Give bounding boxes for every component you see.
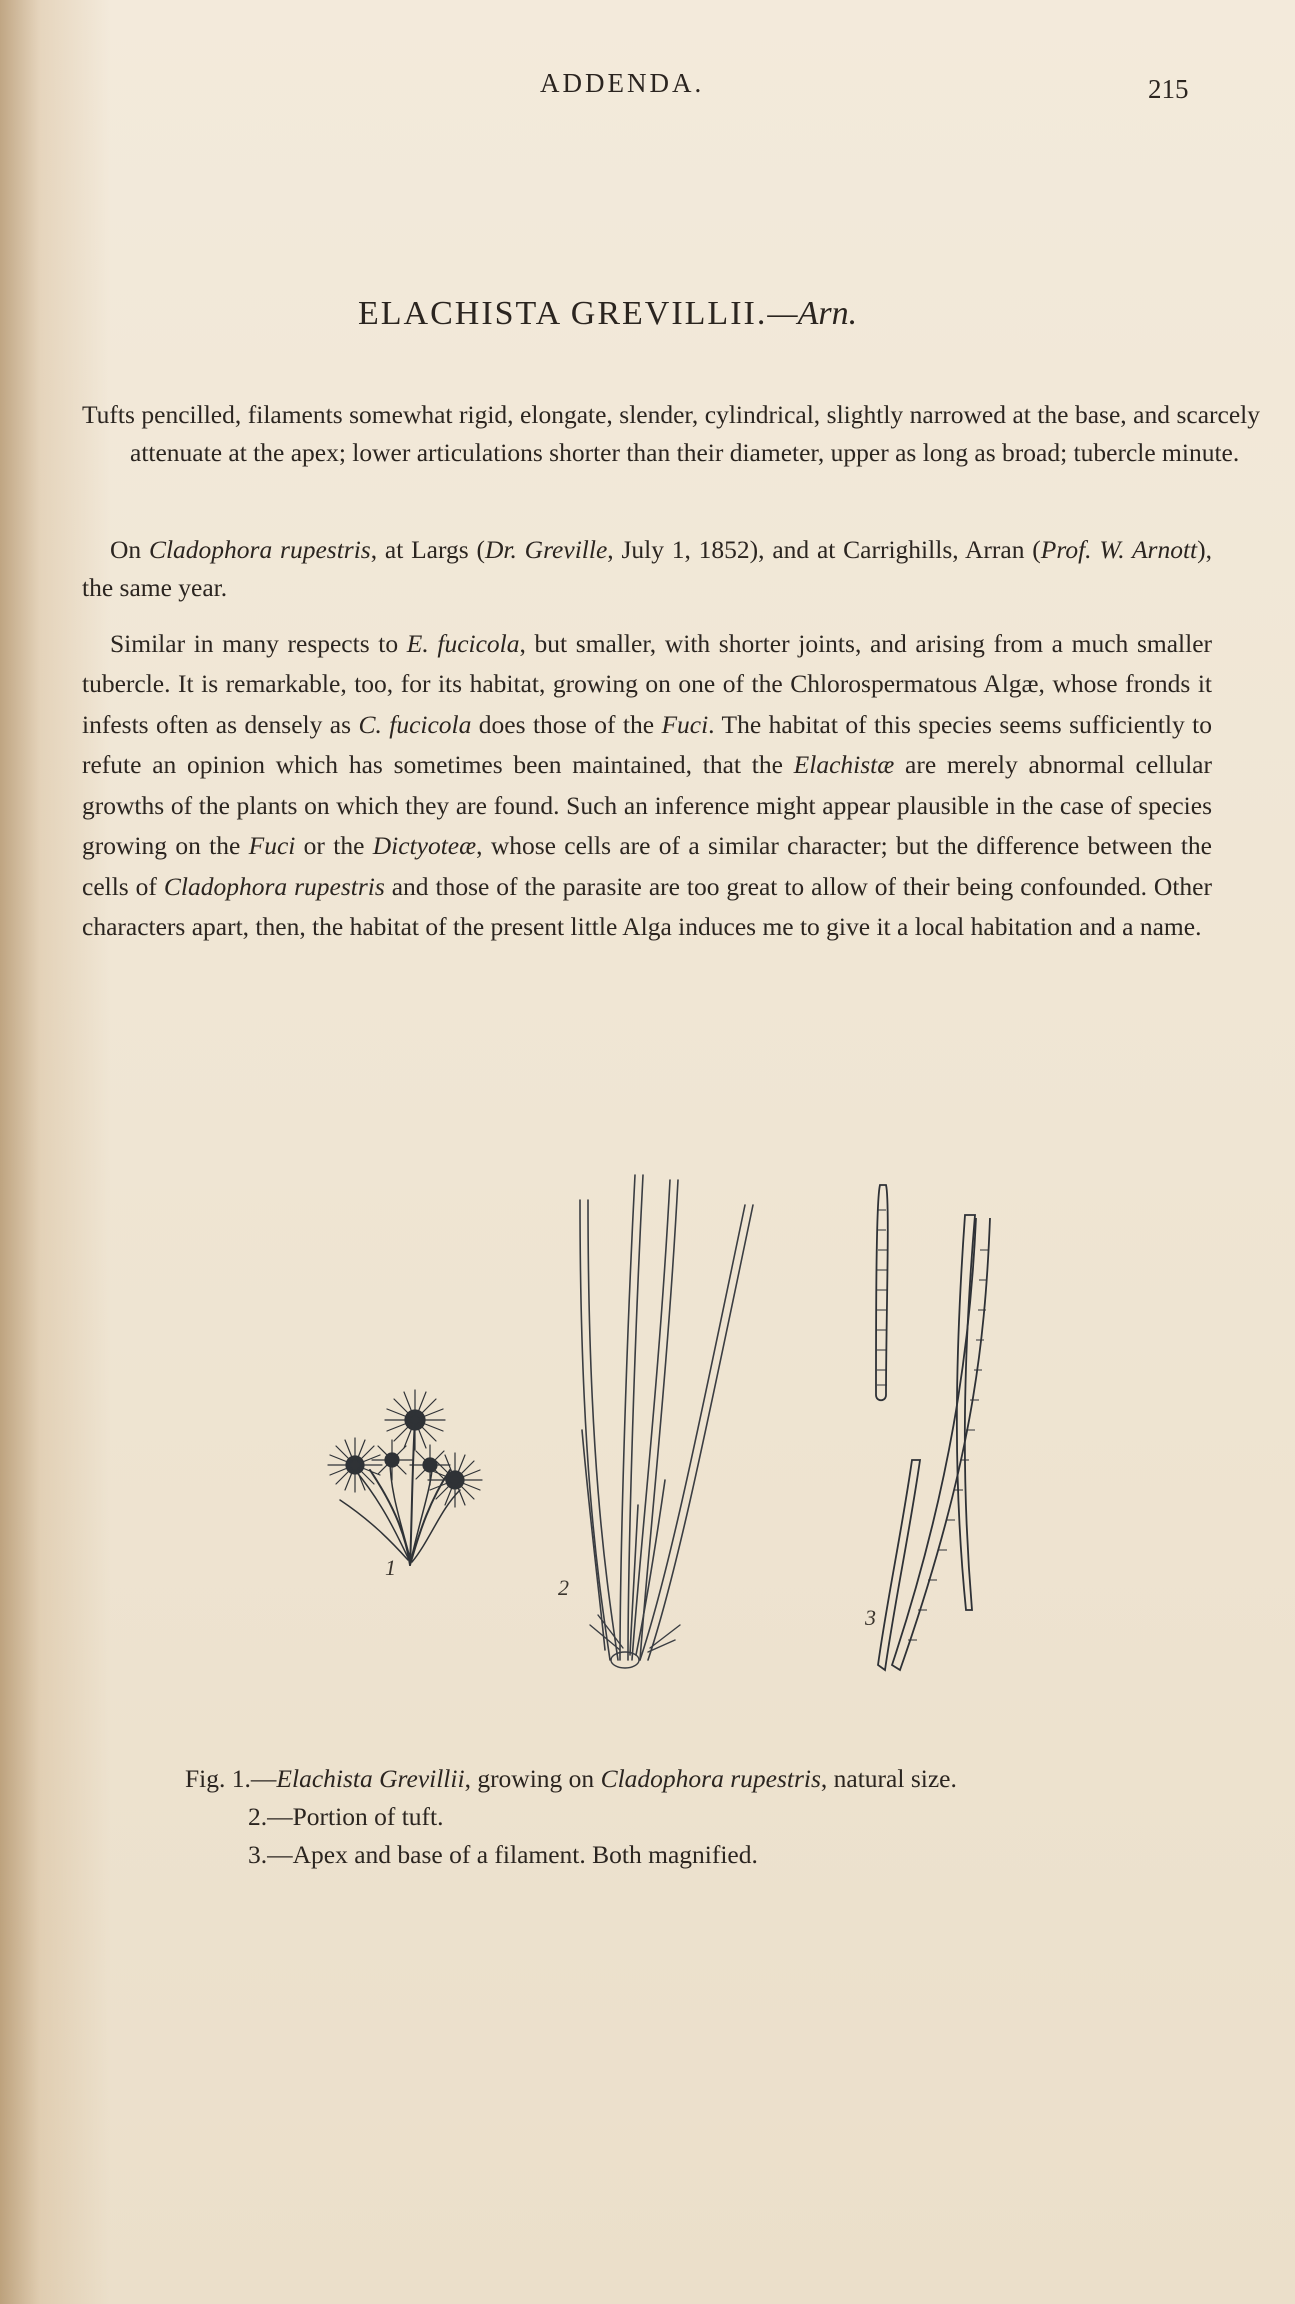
running-title: ADDENDA. (540, 68, 705, 98)
species-heading (358, 295, 857, 333)
collector-greville: Dr. Greville (484, 534, 608, 564)
caption-line-3: 3.—Apex and base of a filament. Both magnified. (248, 1840, 758, 1869)
species-name: ELACHISTA GREVILLII. (358, 295, 768, 332)
figure-illustration (280, 1170, 1040, 1700)
page-number: 215 (1148, 74, 1189, 104)
diagnosis-paragraph: Tufts pencilled, filaments somewhat rigid, elongate, slender, cylindrical, slightly narrowed at the base, and scarcely attenuate at the apex; lower articulations shorter than their diameter, upper as long as broad; tubercle minute. (82, 399, 1260, 467)
fig1-label: 1 (385, 1555, 396, 1580)
habitat-paragraph: On Cladophora rupestris, at Largs (Dr. Greville, July 1, 1852), and at Carrighills, Arran (Prof. W. Arnott), the same year. (82, 534, 1212, 602)
caption-line-2: 2.—Portion of tuft. (248, 1802, 444, 1831)
fig2-filaments-drawing (580, 1175, 753, 1668)
fig1-tuft-drawing (328, 1390, 482, 1565)
fig3-filament-detail-drawing (876, 1185, 990, 1670)
species-authority: —Arn. (767, 295, 858, 332)
botanical-plate (280, 1170, 1040, 1700)
caption-line-1: Fig. 1.—Elachista Grevillii, growing on Cladophora rupestris, natural size. (185, 1764, 957, 1793)
host-name: Cladophora rupestris (148, 534, 371, 564)
running-head (0, 68, 1295, 108)
collector-arnott: Prof. W. Arnott (1040, 534, 1198, 564)
remarks-paragraph: Similar in many respects to E. fucicola, but smaller, with shorter joints, and arising from a much smaller tubercle. It is remarkable, too, for its habitat, growing on one of the Chlorospermatous Algæ, whose fronds it infests often as densely as C. fucicola does those of the Fuci. The habitat of this species seems sufficiently to refute an opinion which has sometimes been maintained, that the Elachistæ are merely abnormal cellular growths of the plants on which they are found. Such an inference might appear plausible in the case of species growing on the Fuci or the Dictyoteæ, whose cells are of a similar character; but the difference between the cells of Cladophora rupestris and those of the parasite are too great to allow of their being confounded. Other characters apart, then, the habitat of the present little Alga induces me to give it a local habitation and a name. (82, 628, 1213, 941)
fig3-label: 3 (865, 1605, 876, 1630)
figure-caption (185, 1760, 1185, 1874)
fig2-label: 2 (558, 1575, 569, 1600)
